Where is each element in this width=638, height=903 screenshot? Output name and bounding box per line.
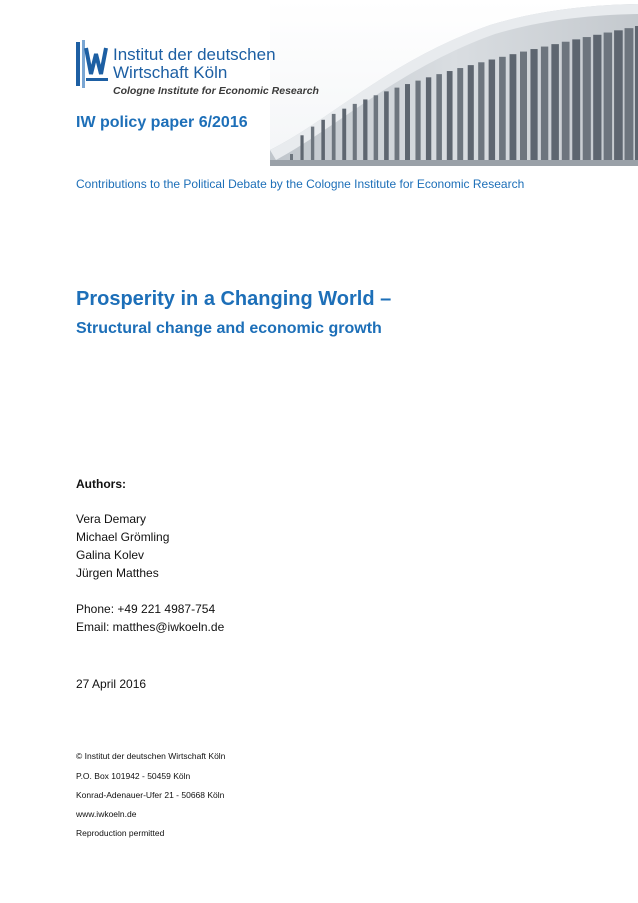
imprint-po-box: P.O. Box 101942 - 50459 Köln	[76, 771, 191, 781]
authors-heading: Authors:	[76, 477, 126, 491]
window-column	[478, 62, 484, 162]
imprint-copyright: © Institut der deutschen Wirtschaft Köln	[76, 751, 226, 761]
window-column	[530, 49, 537, 162]
window-column	[311, 127, 314, 162]
logo-text-line2: Wirtschaft Köln	[113, 63, 228, 82]
series-title: IW policy paper 6/2016	[76, 114, 248, 131]
window-column	[625, 28, 634, 162]
window-column	[395, 88, 400, 162]
window-column	[342, 109, 346, 162]
contact-email: Email: matthes@iwkoeln.de	[76, 620, 225, 634]
author-name: Michael Grömling	[76, 530, 170, 544]
author-name: Jürgen Matthes	[76, 566, 159, 580]
window-column	[436, 74, 442, 162]
author-name: Vera Demary	[76, 512, 147, 526]
window-column	[374, 95, 378, 162]
window-column	[384, 91, 389, 162]
window-column	[572, 39, 580, 162]
window-column	[489, 60, 495, 162]
window-column	[510, 54, 517, 162]
imprint-website[interactable]: www.iwkoeln.de	[76, 809, 137, 819]
window-column	[321, 120, 325, 162]
contact-phone: Phone: +49 221 4987-754	[76, 602, 216, 616]
window-column	[583, 37, 591, 162]
window-column	[353, 104, 357, 162]
window-column	[541, 47, 548, 162]
window-column	[520, 52, 527, 162]
author-name: Galina Kolev	[76, 548, 145, 562]
window-column	[614, 30, 623, 162]
window-column	[405, 84, 410, 162]
window-column	[562, 42, 570, 162]
window-column	[457, 68, 463, 162]
logo-text-line3: Cologne Institute for Economic Research	[113, 85, 319, 97]
window-column	[447, 71, 453, 162]
window-column	[426, 77, 431, 162]
paper-title: Prosperity in a Changing World –	[76, 288, 392, 310]
window-column	[468, 65, 474, 162]
window-column	[332, 114, 336, 162]
window-column	[363, 99, 367, 162]
paper-subtitle: Structural change and economic growth	[76, 320, 382, 337]
window-column	[415, 81, 420, 162]
window-column	[300, 135, 303, 162]
imprint-address: Konrad-Adenauer-Ufer 21 - 50668 Köln	[76, 790, 225, 800]
window-column	[499, 57, 506, 162]
window-column	[604, 33, 612, 162]
series-subtitle: Contributions to the Political Debate by the Cologne Institute for Economic Research	[76, 177, 525, 191]
publication-date: 27 April 2016	[76, 677, 147, 691]
building-photo	[270, 0, 638, 166]
window-column	[593, 35, 601, 162]
window-column	[551, 44, 559, 162]
imprint-reproduction: Reproduction permitted	[76, 828, 165, 838]
iw-logo-icon	[76, 40, 110, 88]
logo-text-line1: Institut der deutschen	[113, 45, 276, 64]
